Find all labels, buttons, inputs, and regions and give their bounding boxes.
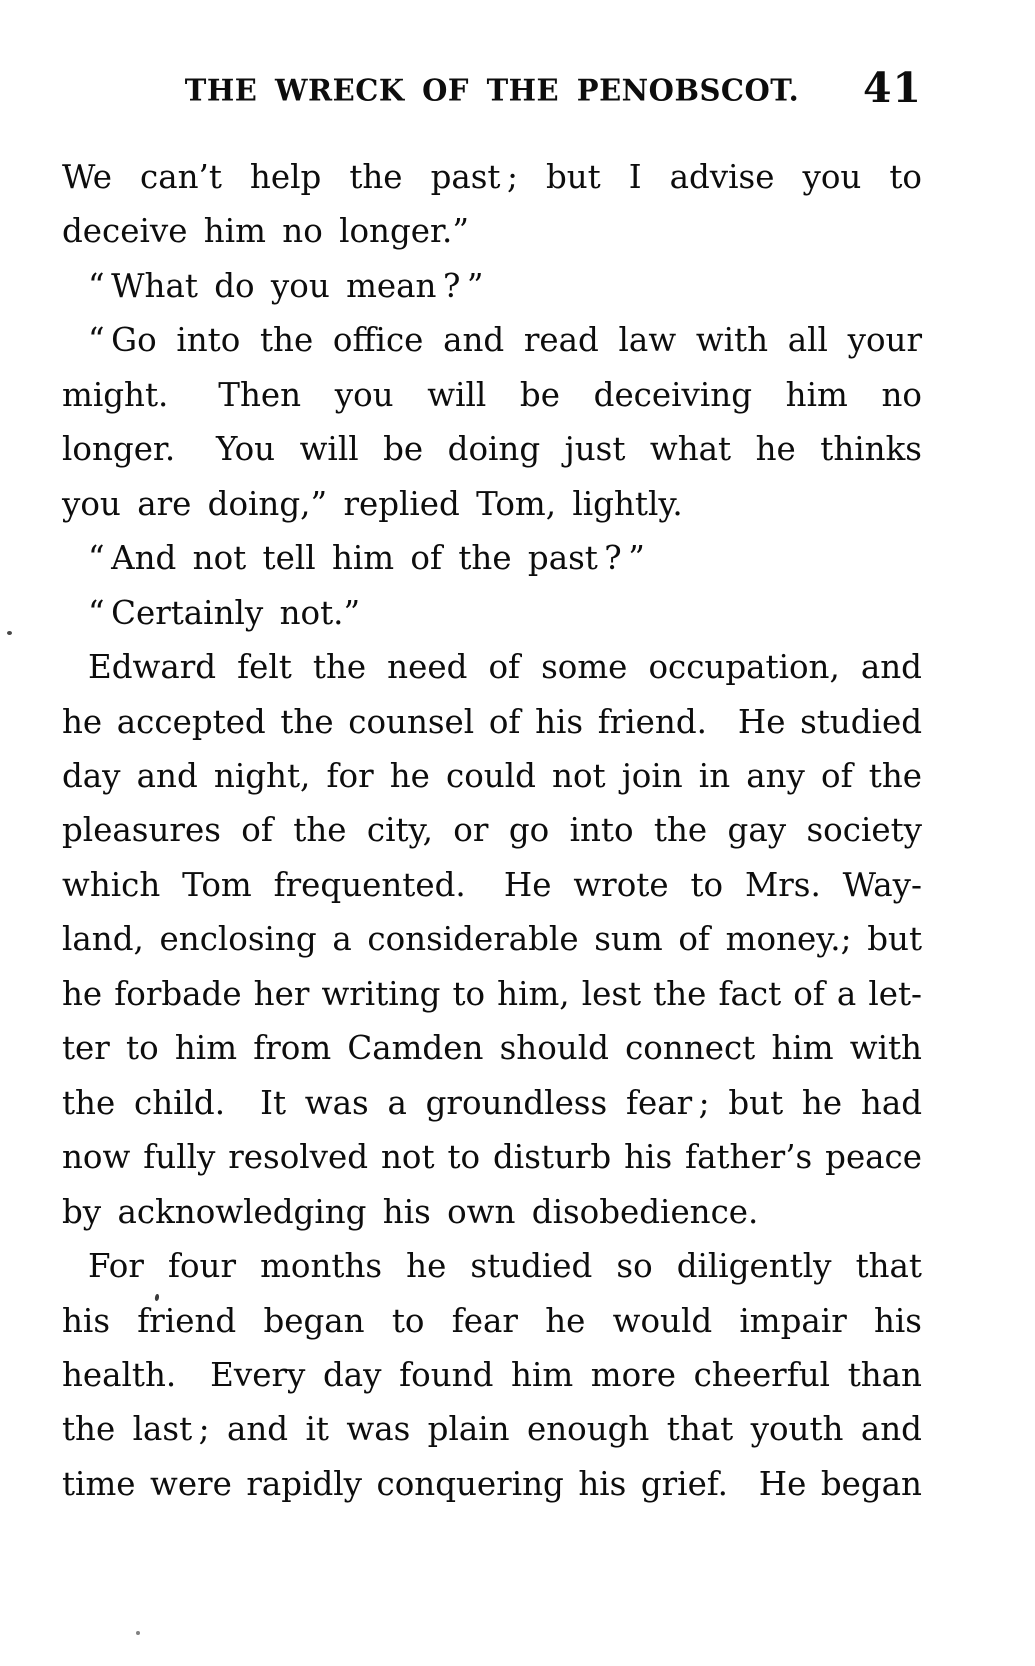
scan-speck xyxy=(7,631,12,635)
text-line: health. Every day found him more cheerful than xyxy=(62,1355,922,1394)
text-line: “ What do you mean ? ” xyxy=(88,266,484,305)
text-line: time were rapidly conquering his grief. He began xyxy=(62,1464,922,1503)
text-line: ter to him from Camden should connect him with xyxy=(62,1029,922,1068)
text-line: you are doing,” replied Tom, lightly. xyxy=(62,484,683,523)
text-line: the child. It was a groundless fear ; but he had xyxy=(62,1083,922,1122)
text-line: Edward felt the need of some occupation, and xyxy=(88,648,922,687)
text-line: “ And not tell him of the past ? ” xyxy=(88,539,645,578)
running-head xyxy=(62,64,922,117)
text-line: deceive him no longer.” xyxy=(62,212,469,251)
text-line: For four months he studied so diligently that xyxy=(88,1247,922,1286)
text-line: land, enclosing a considerable sum of money.; but xyxy=(62,920,922,959)
page-number: 41 xyxy=(862,64,922,112)
text-line: might. Then you will be deceiving him no xyxy=(62,375,922,414)
text-line: he accepted the counsel of his friend. He studied xyxy=(62,702,922,741)
text-line: his friend began to fear he would impair his xyxy=(62,1301,922,1340)
page-header-title: THE WRECK OF THE PENOBSCOT. xyxy=(184,72,800,108)
text-line: pleasures of the city, or go into the gay society xyxy=(62,811,922,850)
text-line: day and night, for he could not join in any of the xyxy=(62,756,922,795)
text-line: by acknowledging his own disobedience. xyxy=(62,1192,759,1231)
body-text xyxy=(62,150,922,1511)
text-line: the last ; and it was plain enough that youth and xyxy=(62,1410,922,1449)
text-line: “ Certainly not.” xyxy=(88,593,361,632)
text-line: now fully resolved not to disturb his father’s peace xyxy=(62,1138,922,1177)
text-line: We can’t help the past ; but I advise you to xyxy=(62,158,922,196)
text-line: which Tom frequented. He wrote to Mrs. Way- xyxy=(62,865,922,904)
text-line: “ Go into the office and read law with all your xyxy=(88,321,922,360)
text-line: he forbade her writing to him, lest the fact of a let- xyxy=(62,974,922,1013)
text-line: longer. You will be doing just what he thinks xyxy=(62,430,922,469)
scan-speck xyxy=(136,1631,140,1635)
